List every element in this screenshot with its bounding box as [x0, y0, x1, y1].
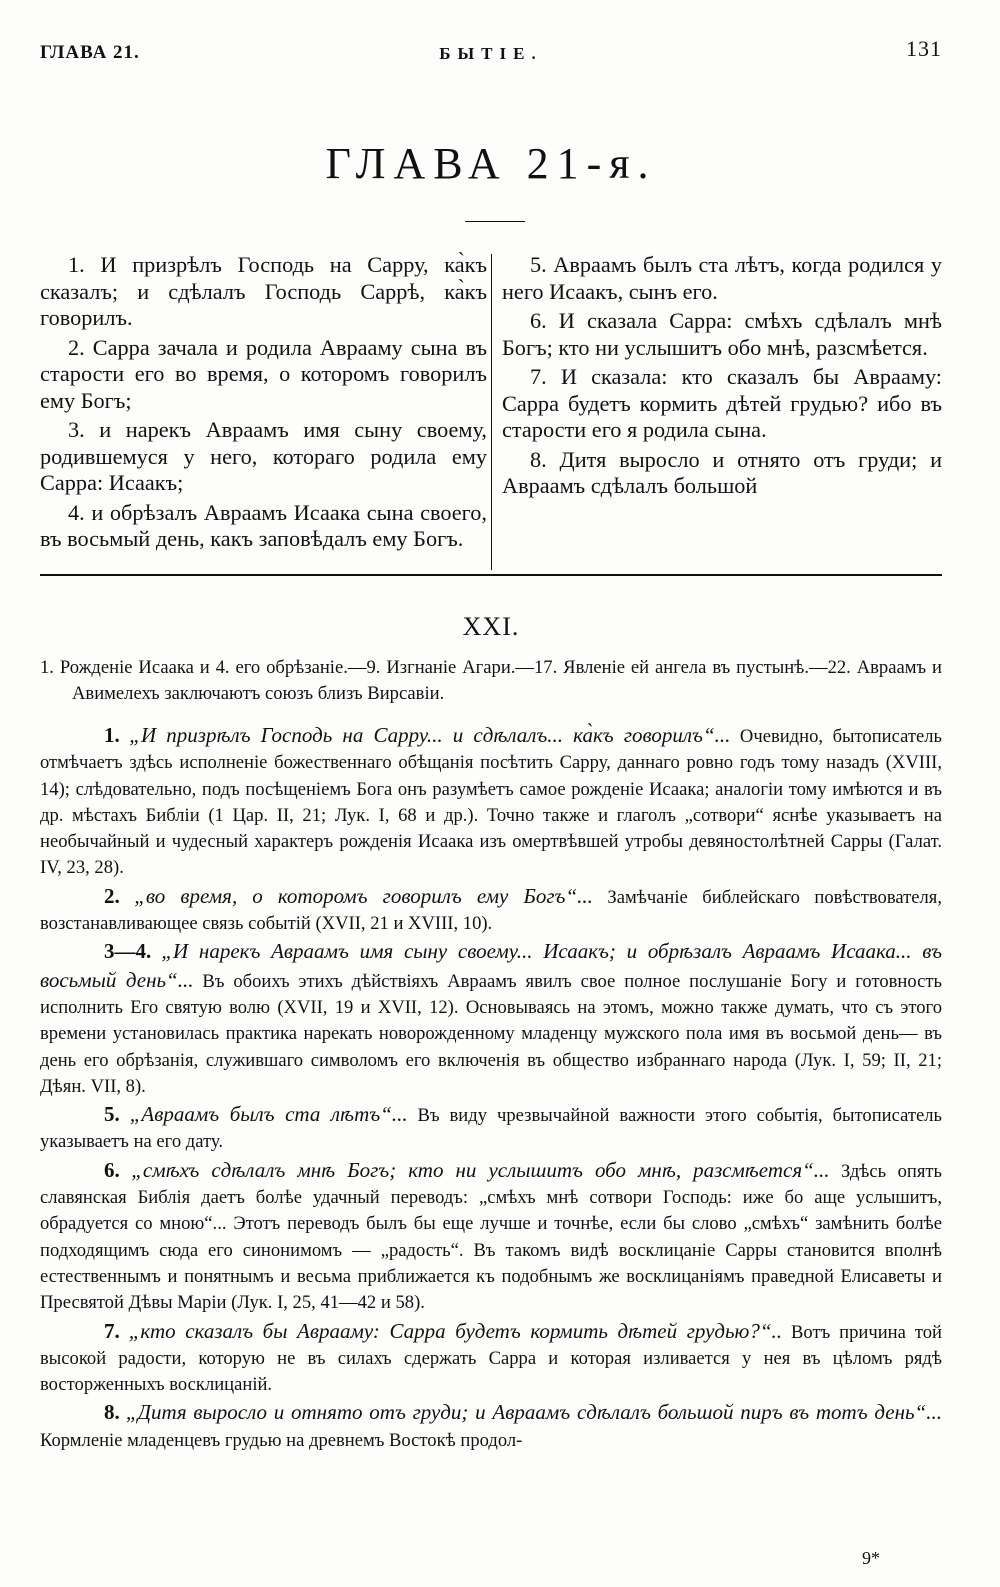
commentary-paragraph: [40, 938, 942, 1100]
page-number: 131: [906, 36, 942, 61]
commentary-text: Очевидно, бытописатель отмѣчаетъ здѣсь исполненіе божественнаго обѣщанія посѣтить Сарру, даннаго ровно годъ тому назадъ (XVIII, 14); слѣдовательно, подъ посѣщеніемъ Бога онъ разумѣетъ самое рожденіе Исаака; аналогіи тому имѣются и въ др. мѣстахъ Библіи (1 Цар. II, 21; Лук. I, 68 и др.). Точно также и глаголъ „сотвори“ яснѣе указываетъ на необычайный и чудесный характеръ рожденія Исаака изъ омертвѣвшей утробы девяностолѣтней Сарры (Галат. IV, 23, 28).: [40, 726, 943, 879]
verses-left-column: [40, 252, 487, 556]
commentary-paragraph: [40, 1101, 942, 1156]
commentary-text: Замѣчаніе библейскаго повѣствователя, возстанавливающее связь событій (XVII, 21 и XVIII, 10).: [40, 886, 943, 935]
commentary-verse-number: 6.: [104, 1157, 120, 1182]
commentary: [40, 722, 942, 1455]
commentary-quote: „Дитя выросло и отнято отъ груди; и Авраамъ сдѣлалъ большой пиръ въ тотъ день“...: [125, 1400, 942, 1425]
verse: 5. Авраамъ былъ ста лѣтъ, когда родился у него Исаакъ, сынъ его.: [502, 252, 942, 304]
section-divider-rule: [40, 574, 942, 576]
title-rule: [465, 221, 525, 222]
commentary-quote: „кто сказалъ бы Аврааму: Сарра будетъ кормить дѣтей грудью?“..: [128, 1318, 783, 1343]
verse: 8. Дитя выросло и отнято отъ груди; и Авраамъ сдѣлалъ большой: [502, 446, 942, 498]
commentary-paragraph: [40, 1399, 942, 1454]
verse: 7. И сказала: кто сказалъ бы Аврааму: Сарра будетъ кормить дѣтей грудью? ибо въ старости его я родила сына.: [502, 364, 942, 442]
commentary-quote: „И нарекъ Авраамъ имя сыну своему... Исаакъ; и обрѣзалъ Авраамъ Исаака... въ восьмый день“...: [40, 939, 942, 992]
running-head-chapter: ГЛАВА 21.: [40, 42, 140, 63]
commentary-paragraph: [40, 883, 942, 938]
commentary-text: Здѣсь опять славянская Библія даетъ болѣе удачный переводъ: „смѣхъ мнѣ сотвори Господь: иже бо аще услышитъ, обрадуется со мною“... Этотъ переводъ былъ бы еще лучше и точнѣе, если бы слово „смѣхъ“ замѣнить болѣе подходящимъ сюда его синонимомъ — „радость“. Въ такомъ видѣ восклицаніе Сарры становится вполнѣ естественнымъ и понятнымъ и весьма приближается къ подобнымъ же восклицаніямъ праведной Елисаветы и Пресвятой Дѣвы Маріи (Лук. I, 25, 41—42 и 58).: [40, 1160, 942, 1314]
commentary-text: Въ обоихъ этихъ дѣйствіяхъ Авраамъ явилъ свое полное послушаніе Богу и готовность исполнить Его святую волю (XVII, 19 и XVII, 12). Основываясь на этомъ, можно также думать, что съ этого времени установилась практика нарекать новорожденному младенцу мужского пола имя въ восьмой день— въ день его обрѣзанія, служившаго символомъ его включенія въ общество избраннаго народа (Лук. I, 59; II, 21; Дѣян. VII, 8).: [40, 970, 943, 1097]
commentary-paragraph: [40, 1318, 942, 1399]
verse: 6. И сказала Сарра: смѣхъ сдѣлалъ мнѣ Богъ; кто ни услышитъ обо мнѣ, разсмѣется.: [502, 308, 942, 360]
signature-mark: 9*: [862, 1548, 880, 1568]
running-head: [40, 36, 942, 72]
commentary-verse-number: 1.: [104, 723, 120, 747]
commentary-verse-number: 2.: [104, 883, 120, 908]
commentary-quote: „Авраамъ былъ ста лѣтъ“...: [129, 1102, 408, 1127]
commentary-verse-number: 8.: [104, 1400, 120, 1425]
chapter-summary: 1. Рожденіе Исаака и 4. его обрѣзаніе.—9. Изгнаніе Агари.—17. Явленіе ей ангела въ пустынѣ.—22. Авраамъ и Авимелехъ заключаютъ союзъ близъ Вирсавіи.: [40, 657, 942, 704]
running-head-book-title: БЫТІЕ.: [439, 44, 543, 63]
commentary-verse-number: 5.: [104, 1102, 120, 1127]
column-divider: [491, 254, 492, 570]
verse: 4. и обрѣзалъ Авраамъ Исаака сына своего, въ восьмый день, какъ заповѣдалъ ему Богъ.: [40, 499, 487, 551]
commentary-quote: „смѣхъ сдѣлалъ мнѣ Богъ; кто ни услышитъ обо мнѣ, разсмѣется“...: [131, 1157, 830, 1182]
verses-right-column: [502, 252, 942, 503]
commentary-text: Кормленіе младенцевъ грудью на древнемъ Востокѣ продол-: [40, 1429, 523, 1451]
commentary-paragraph: [40, 1157, 942, 1317]
commentary-verse-number: 3—4.: [104, 939, 152, 964]
commentary-quote: „во время, о которомъ говорилъ ему Богъ“...: [134, 883, 593, 908]
verse: 2. Сарра зачала и родила Аврааму сына въ старости его во время, о которомъ говорилъ ему Богъ;: [40, 334, 487, 413]
commentary-paragraph: [40, 722, 942, 882]
commentary-verse-number: 7.: [104, 1318, 120, 1343]
commentary-quote: „И призрѣлъ Господь на Сарру... и сдѣлалъ... ка̀къ говорилъ“...: [129, 723, 731, 747]
commentary-text: Вотъ причина той высокой радости, которую не въ силахъ сдержать Сарра и которая изливается у нея въ цѣломъ рядѣ восторженныхъ восклицаній.: [40, 1321, 942, 1396]
verse: 1. И призрѣлъ Господь на Сарру, ка̀къ сказалъ; и сдѣлалъ Господь Саррѣ, ка̀къ говорилъ.: [40, 252, 487, 330]
section-heading: XXI.: [462, 612, 520, 641]
verse-columns: [40, 252, 942, 574]
verse: 3. и нарекъ Авраамъ имя сыну своему, родившемуся у него, котораго родила ему Сарра: Исаакъ;: [40, 417, 487, 495]
chapter-title: ГЛАВА 21-я.: [325, 139, 657, 188]
commentary-text: Въ виду чрезвычайной важности этого событія, бытописатель указываетъ на его дату.: [40, 1105, 943, 1153]
